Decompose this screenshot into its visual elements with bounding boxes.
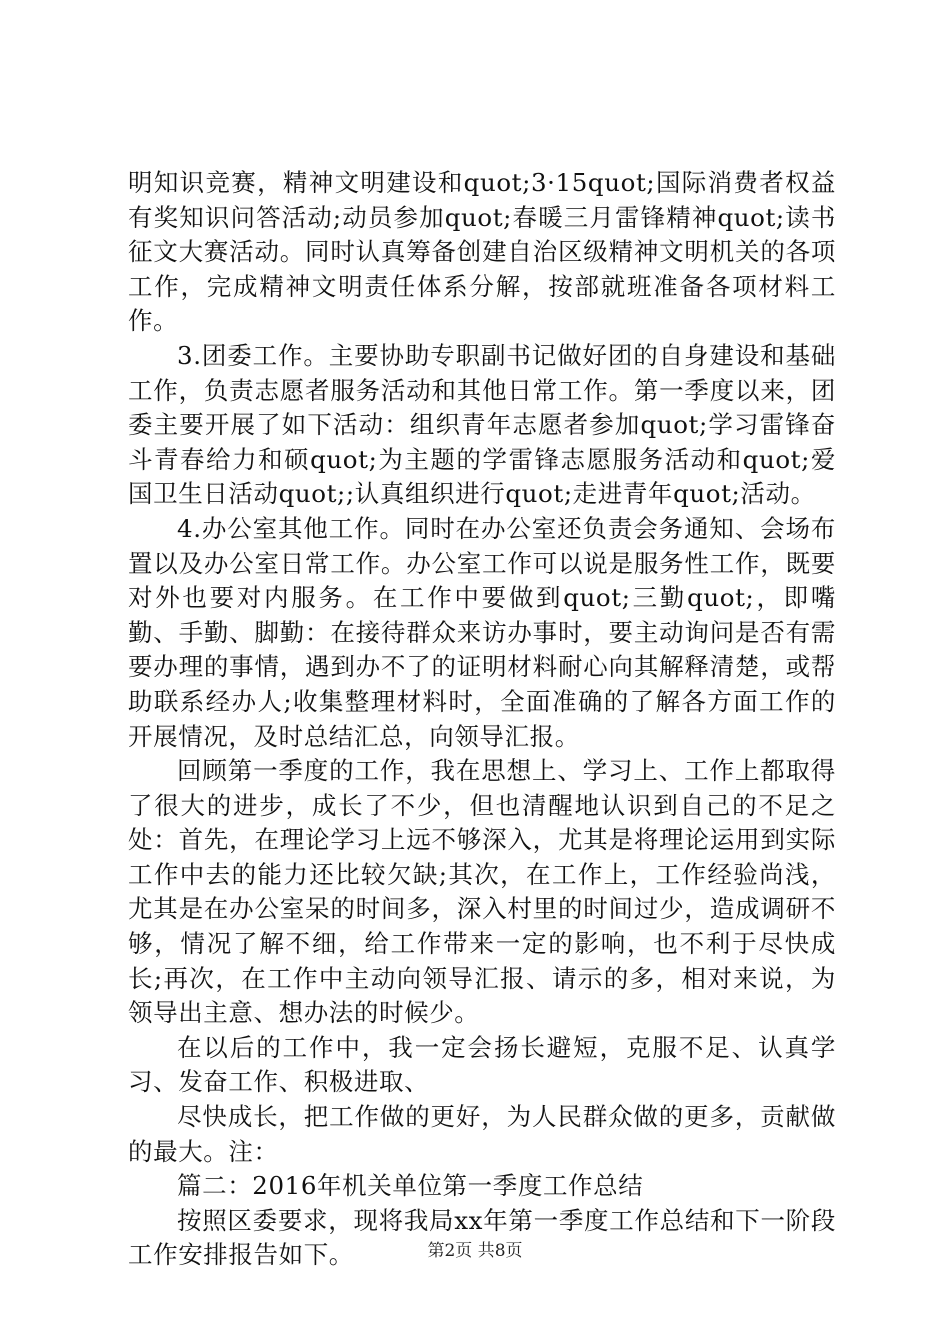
paragraph-continuation: 明知识竞赛，精神文明建设和quot;3·15quot;国际消费者权益有奖知识问答活动;动员参加quot;春暖三月雷锋精神quot;读书征文大赛活动。同时认真筹备创建自治区级精神文明机关的各项工作，完成精神文明责任体系分解，按部就班准备各项材料工作。: [128, 168, 836, 336]
document-body: [128, 166, 836, 1273]
section-heading: 篇二：2016年机关单位第一季度工作总结: [177, 1171, 644, 1201]
paragraph-review: 回顾第一季度的工作，我在思想上、学习上、工作上都取得了很大的进步，成长了不少，但也清醒地认识到自己的不足之处：首先，在理论学习上远不够深入，尤其是将理论运用到实际工作中去的能力还比较欠缺;其次，在工作上，工作经验尚浅，尤其是在办公室呆的时间多，深入村里的时间过少，造成调研不够，情况了解不细，给工作带来一定的影响，也不利于尽快成长;再次，在工作中主动向领导汇报、请示的多，相对来说，为领导出主意、想办法的时候少。: [128, 756, 836, 1028]
paragraph-report-intro: 按照区委要求，现将我局xx年第一季度工作总结和下一阶段工作安排报告如下。: [128, 1205, 836, 1270]
paragraph-future-work: 在以后的工作中，我一定会扬长避短，克服不足、认真学习、发奋工作、积极进取、: [128, 1032, 836, 1097]
paragraph-growth: 尽快成长，把工作做的更好，为人民群众做的更多，贡献做的最大。注：: [128, 1102, 836, 1166]
paragraph-office-work: 4.办公室其他工作。同时在办公室还负责会务通知、会场布置以及办公室日常工作。办公室工作可以说是服务性工作，既要对外也要对内服务。在工作中要做到quot;三勤quot;，即嘴勤、手勤、脚勤：在接待群众来访办事时，要主动询问是否有需要办理的事情，遇到办不了的证明材料耐心向其解释清楚，或帮助联系经办人;收集整理材料时，全面准确的了解各方面工作的开展情况，及时总结汇总，向领导汇报。: [128, 513, 836, 751]
page-number-footer: 第2页 共8页: [427, 1241, 523, 1261]
paragraph-youth-league-work: 3.团委工作。主要协助专职副书记做好团的自身建设和基础工作，负责志愿者服务活动和其他日常工作。第一季度以来，团委主要开展了如下活动：组织青年志愿者参加quot;学习雷锋奋斗青春给力和硕quot;为主题的学雷锋志愿服务活动和quot;爱国卫生日活动quot;;认真组织进行quot;走进青年quot;活动。: [128, 340, 836, 509]
